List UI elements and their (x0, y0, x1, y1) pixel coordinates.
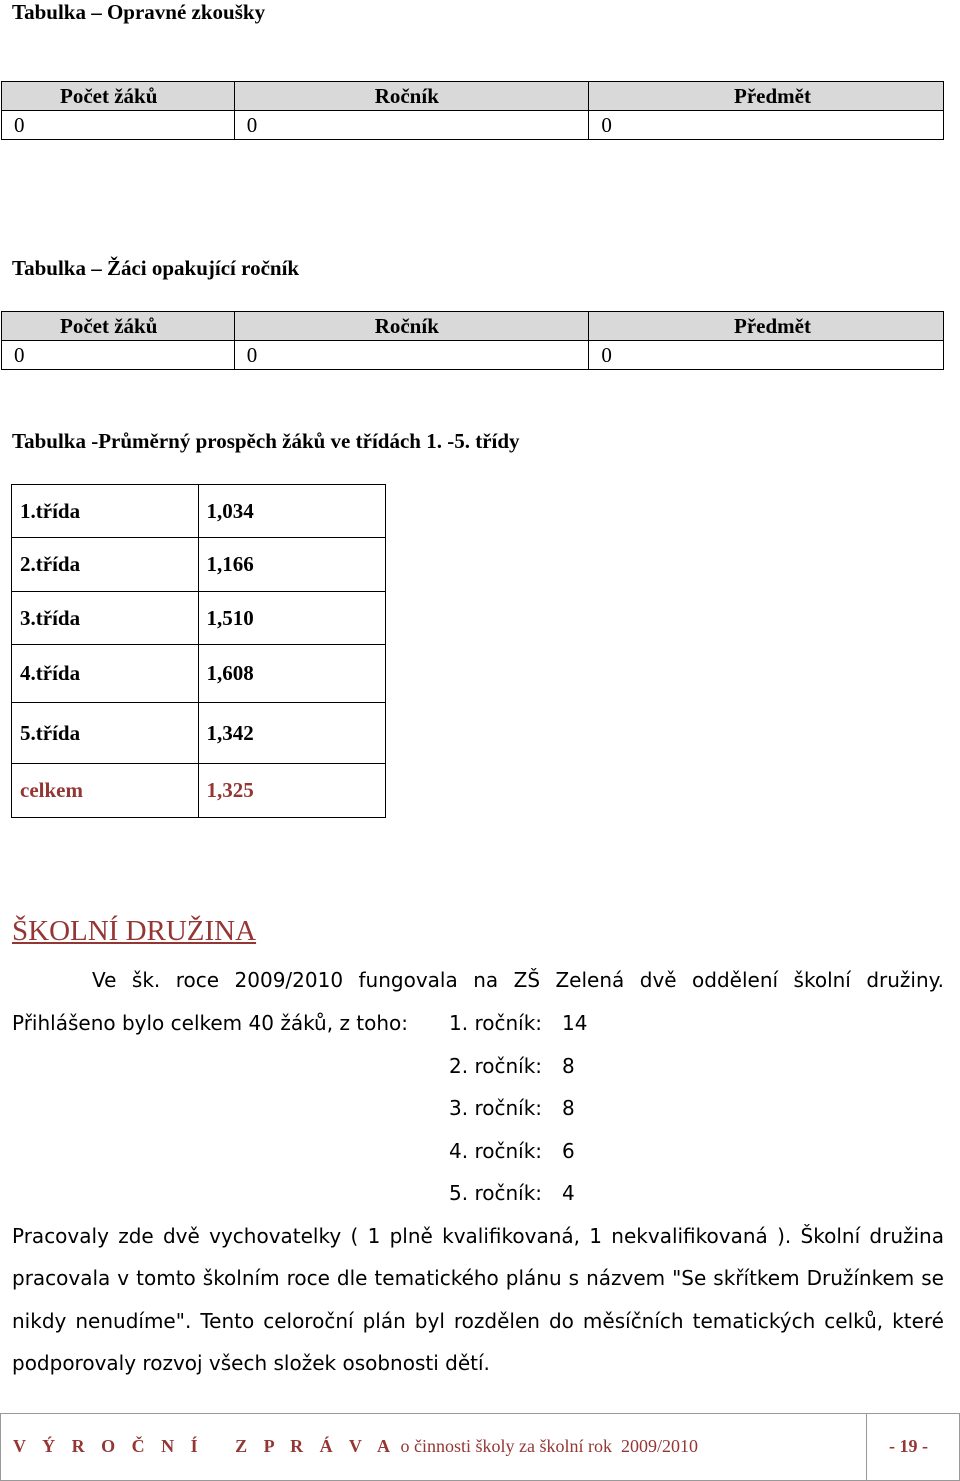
header-pocet-zaku: Počet žáků (2, 312, 235, 341)
cell-pocet: 0 (2, 341, 235, 370)
grade-label: 5. ročník: (449, 1181, 543, 1205)
paragraph-line: pracovala v tomto školním roce dle tematického plánu s názvem "Se skřítkem Družínkem se (12, 1266, 944, 1290)
row-value-total: 1,325 (198, 764, 385, 818)
table-opravne-zkousky (1, 81, 944, 140)
table-row (12, 703, 386, 764)
table-row (2, 341, 944, 370)
row-value: 1,166 (198, 538, 385, 592)
row-label-total: celkem (12, 764, 199, 818)
row-label: 5.třída (12, 703, 199, 764)
row-value: 1,034 (198, 485, 385, 538)
grade-label: 3. ročník: (449, 1096, 543, 1120)
cell-predmet: 0 (589, 341, 944, 370)
grade-label: 1. ročník: (449, 1011, 543, 1035)
header-pocet-zaku: Počet žáků (2, 82, 235, 111)
grade-count: 8 (562, 1096, 575, 1120)
paragraph-line: nikdy nenudíme". Tento celoroční plán byl rozdělen do měsíčních tematických celků, které (12, 1309, 944, 1333)
footer-title (13, 1436, 698, 1457)
cell-pocet: 0 (2, 111, 235, 140)
cell-predmet: 0 (589, 111, 944, 140)
table-prumerny-prospech (11, 484, 386, 818)
page-footer (0, 1413, 960, 1481)
table-row (12, 645, 386, 703)
cell-rocnik: 0 (234, 341, 589, 370)
cell-rocnik: 0 (234, 111, 589, 140)
table-row (12, 764, 386, 818)
grade-count: 8 (562, 1054, 575, 1078)
footer-spaced-title: V Ý R O Č N Í Z P R Á V A (13, 1436, 397, 1456)
header-rocnik: Ročník (234, 82, 589, 111)
row-value: 1,342 (198, 703, 385, 764)
section-heading: ŠKOLNÍ DRUŽINA (12, 915, 257, 947)
table-row (12, 485, 386, 538)
table1-title: Tabulka – Opravné zkoušky (12, 0, 266, 24)
table-zaci-opakujici (1, 311, 944, 370)
row-label: 1.třída (12, 485, 199, 538)
row-label: 2.třída (12, 538, 199, 592)
grade-label: 4. ročník: (449, 1139, 543, 1163)
grade-count: 14 (562, 1011, 588, 1035)
header-rocnik: Ročník (234, 312, 589, 341)
footer-divider (866, 1414, 867, 1480)
table2-title: Tabulka – Žáci opakující ročník (12, 256, 300, 280)
row-value: 1,608 (198, 645, 385, 703)
header-predmet: Předmět (589, 82, 944, 111)
table-row (12, 538, 386, 592)
row-label: 4.třída (12, 645, 199, 703)
footer-subtitle: o činnosti školy za školní rok 2009/2010 (400, 1436, 699, 1456)
row-label: 3.třída (12, 592, 199, 645)
grade-count: 6 (562, 1139, 575, 1163)
grade-label: 2. ročník: (449, 1054, 543, 1078)
enrolled-text: Přihlášeno bylo celkem 40 žáků, z toho: (12, 1011, 409, 1035)
intro-line: Ve šk. roce 2009/2010 fungovala na ZŠ Zelená dvě oddělení školní družiny. (92, 968, 944, 992)
grade-count: 4 (562, 1181, 575, 1205)
paragraph-line: podporovaly rozvoj všech složek osobnosti dětí. (12, 1351, 490, 1375)
page-number: - 19 - (889, 1436, 928, 1456)
table-row (2, 111, 944, 140)
table3-title: Tabulka -Průměrný prospěch žáků ve třídách 1. -5. třídy (12, 429, 520, 453)
row-value: 1,510 (198, 592, 385, 645)
paragraph-line: Pracovaly zde dvě vychovatelky ( 1 plně kvalifikovaná, 1 nekvalifikovaná ). Školní družina (12, 1224, 944, 1248)
header-predmet: Předmět (589, 312, 944, 341)
table-row (12, 592, 386, 645)
